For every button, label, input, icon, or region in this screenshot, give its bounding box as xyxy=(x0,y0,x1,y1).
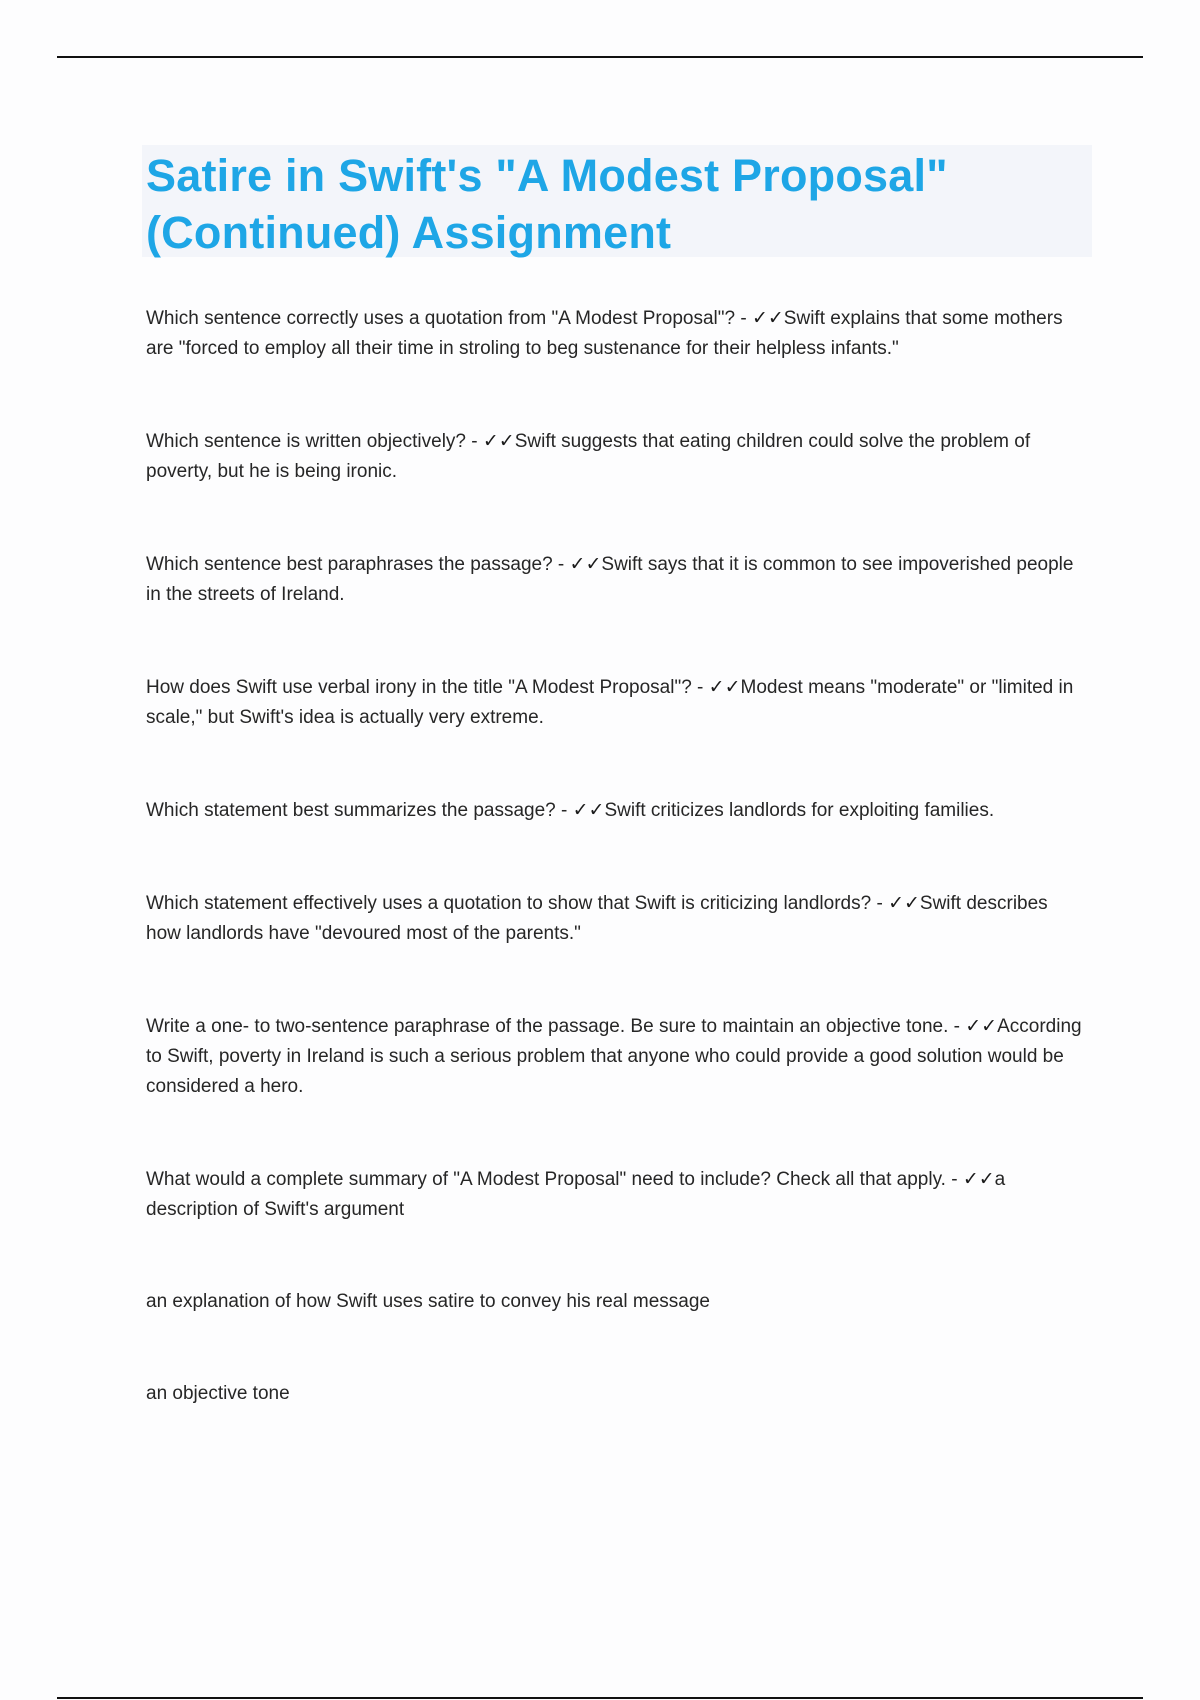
answer-line: an objective tone xyxy=(146,1383,290,1404)
double-check-icon: ✓✓ xyxy=(572,799,605,821)
double-check-icon: ✓✓ xyxy=(751,307,784,329)
question-text: Which statement effectively uses a quotation to show that Swift is criticizing landlords? - xyxy=(146,893,883,914)
double-check-icon: ✓✓ xyxy=(888,892,920,914)
question-text: Which statement best summarizes the passage? - xyxy=(146,800,568,821)
qa-item-2 xyxy=(146,426,1086,487)
answer-text: a description of Swift's argument xyxy=(146,1169,1006,1220)
qa-item-6 xyxy=(146,888,1086,949)
question-text: Which sentence is written objectively? - xyxy=(146,431,478,452)
double-check-icon: ✓✓ xyxy=(569,553,602,575)
answer-text: Swift explains that some mothers are "forced to employ all their time in stroling to beg sustenance for their helpless infants." xyxy=(146,308,1063,359)
qa-item-5 xyxy=(146,795,1086,826)
question-text: Write a one- to two-sentence paraphrase of the passage. Be sure to maintain an objective tone. - xyxy=(146,1016,960,1037)
double-check-icon: ✓✓ xyxy=(962,1168,995,1190)
qa-item-1 xyxy=(146,303,1086,364)
question-text: Which sentence best paraphrases the passage? - xyxy=(146,554,565,575)
bottom-rule xyxy=(57,1697,1143,1699)
double-check-icon: ✓✓ xyxy=(708,676,741,698)
qa-item-7 xyxy=(146,1011,1086,1102)
top-rule xyxy=(57,56,1143,58)
question-text: What would a complete summary of "A Modest Proposal" need to include? Check all that apply. - xyxy=(146,1169,958,1190)
title-block xyxy=(142,145,1092,257)
answer-text: Swift suggests that eating children could solve the problem of poverty, but he is being ironic. xyxy=(146,431,1031,482)
qa-item-3 xyxy=(146,549,1086,610)
answer-text: Swift says that it is common to see impoverished people in the streets of Ireland. xyxy=(146,554,1074,605)
answer-text: Modest means "moderate" or "limited in scale," but Swift's idea is actually very extreme. xyxy=(146,677,1074,728)
question-text: Which sentence correctly uses a quotation from "A Modest Proposal"? - xyxy=(146,308,747,329)
document-body xyxy=(146,303,1086,1471)
double-check-icon: ✓✓ xyxy=(482,430,515,452)
qa-item-4 xyxy=(146,672,1086,733)
answer-line: an explanation of how Swift uses satire to convey his real message xyxy=(146,1291,710,1312)
answer-text: Swift describes how landlords have "devoured most of the parents." xyxy=(146,893,1048,944)
page-title: Satire in Swift's "A Modest Proposal" (Continued) Assignment xyxy=(146,150,948,258)
answer-text: Swift criticizes landlords for exploiting families. xyxy=(604,800,995,821)
answer-text: According to Swift, poverty in Ireland is such a serious problem that anyone who could provide a good solution would be considered a hero. xyxy=(146,1016,1082,1097)
question-text: How does Swift use verbal irony in the title "A Modest Proposal"? - xyxy=(146,677,704,698)
double-check-icon: ✓✓ xyxy=(965,1015,998,1037)
qa-item-8 xyxy=(146,1164,1086,1225)
